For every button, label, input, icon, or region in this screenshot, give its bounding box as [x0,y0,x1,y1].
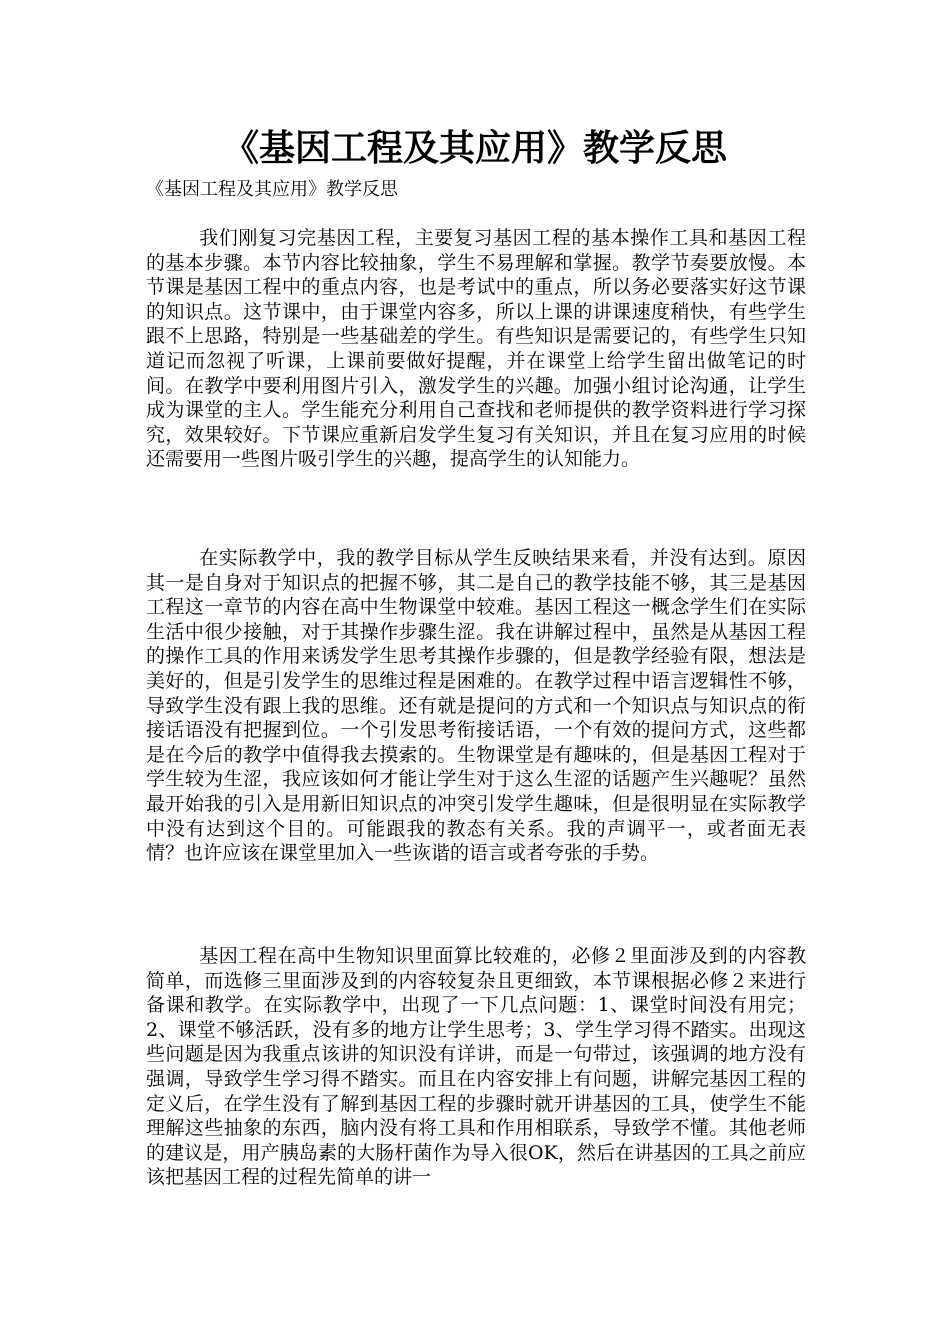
paragraph-2: 在实际教学中，我的教学目标从学生反映结果来看，并没有达到。原因其一是自身对于知识点的把握不够，其二是自己的教学技能不够，其三是基因工程这一章节的内容在高中生物课堂中较难。基因工程这一概念学生们在实际生活中很少接触，对于其操作步骤生涩。我在讲解过程中，虽然是从基因工程的操作工具的作用来诱发学生思考其操作步骤的，但是教学经验有限，想法是美好的，但是引发学生的思维过程是困难的。在教学过程中语言逻辑性不够，导致学生没有跟上我的思维。还有就是提问的方式和一个知识点与知识点的衔接话语没有把握到位。一个引发思考衔接话语，一个有效的提问方式，这些都是在今后的教学中值得我去摸索的。生物课堂是有趣味的，但是基因工程对于学生较为生涩，我应该如何才能让学生对于这么生涩的话题产生兴趣呢？虽然最开始我的引入是用新旧知识点的冲突引发学生趣味，但是很明显在实际教学中没有达到这个目的。可能跟我的教态有关系。我的声调平一，或者面无表情？也许应该在课堂里加入一些诙谐的语言或者夸张的手势。 [146,547,806,865]
document-title: 《基因工程及其应用》教学反思 [222,128,727,169]
paragraph-3: 基因工程在高中生物知识里面算比较难的，必修２里面涉及到的内容教简单，而选修三里面涉及到的内容较复杂且更细致，本节课根据必修２来进行备课和教学。在实际教学中，出现了一下几点问题：1、课堂时间没有用完；2、课堂不够活跃，没有多的地方让学生思考；3、学生学习得不踏实。出现这些问题是因为我重点该讲的知识没有详讲，而是一句带过，该强调的地方没有强调，导致学生学习得不踏实。而且在内容安排上有问题，讲解完基因工程的定义后，在学生没有了解到基因工程的步骤时就开讲基因的工具，使学生不能理解这些抽象的东西，脑内没有将工具和作用相联系，导致学不懂。其他老师的建议是，用产胰岛素的大肠杆菌作为导入很OK，然后在讲基因的工具之前应该把基因工程的过程先简单的讲一 [146,945,806,1189]
document-subtitle: 《基因工程及其应用》教学反思 [146,179,398,200]
paragraph-1: 我们刚复习完基因工程，主要复习基因工程的基本操作工具和基因工程的基本步骤。本节内容比较抽象，学生不易理解和掌握。教学节奏要放慢。本节课是基因工程中的重点内容，也是考试中的重点，所以务必要落实好这节课的知识点。这节课中，由于课堂内容多，所以上课的讲课速度稍快，有些学生跟不上思路，特别是一些基础差的学生。有些知识是需要记的，有些学生只知道记而忽视了听课，上课前要做好提醒，并在课堂上给学生留出做笔记的时间。在教学中要利用图片引入，激发学生的兴趣。加强小组讨论沟通，让学生成为课堂的主人。学生能充分利用自己查找和老师提供的教学资料进行学习探究，效果较好。下节课应重新启发学生复习有关知识，并且在复习应用的时候还需要用一些图片吸引学生的兴趣，提高学生的认知能力。 [146,227,806,471]
